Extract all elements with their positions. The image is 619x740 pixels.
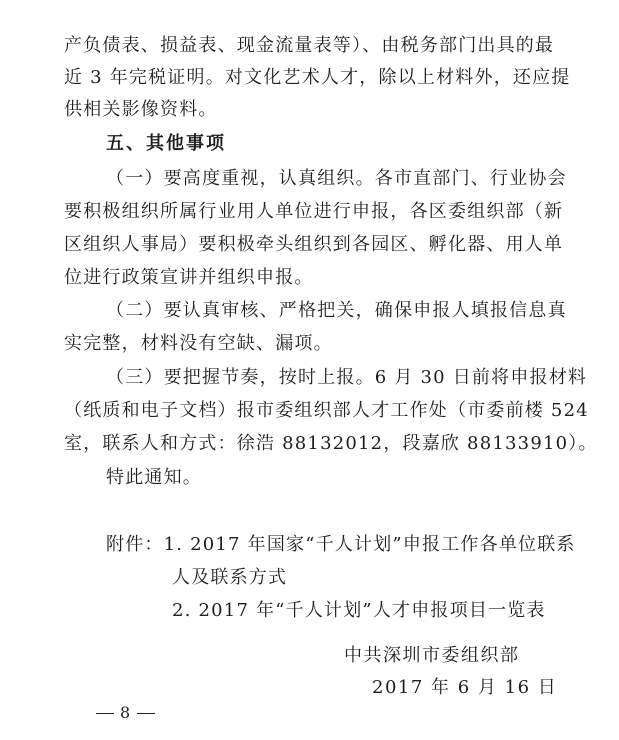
body-line: 室，联系人和方式：徐浩 88132012，段嘉欣 88133910）。 [64, 433, 598, 454]
dash-decoration [96, 713, 114, 714]
body-line: 产负债表、损益表、现金流量表等）、由税务部门出具的最 [64, 35, 555, 56]
body-line: （一）要高度重视，认真组织。各市直部门、行业协会 [106, 168, 567, 189]
dash-decoration [137, 713, 155, 714]
attachment-item-1-cont: 人及联系方式 [172, 567, 288, 588]
body-line: （纸质和电子文档）报市委组织部人才工作处（市委前楼 524 [64, 400, 589, 421]
page-number-value: 8 [120, 703, 132, 722]
attachment-item-1: 附件：1. 2017 年国家“千人计划”申报工作各单位联系 [106, 534, 576, 555]
body-line: 要积极组织所属行业用人单位进行申报，各区委组织部（新 [64, 201, 564, 222]
body-line: （三）要把握节奏，按时上报。6 月 30 日前将申报材料 [106, 367, 588, 388]
body-line: 供相关影像资料。 [64, 99, 218, 120]
issuing-organization: 中共深圳市委组织部 [344, 645, 520, 666]
body-line: 区组织人事局）要积极牵头组织到各园区、孵化器、用人单 [64, 234, 564, 255]
body-line: 位进行政策宣讲并组织申报。 [64, 267, 314, 288]
section-heading: 五、其他事项 [106, 133, 226, 154]
issue-date: 2017 年 6 月 16 日 [372, 677, 558, 698]
closing-line: 特此通知。 [106, 467, 202, 488]
body-line: 近 3 年完税证明。对文化艺术人才，除以上材料外，还应提 [64, 67, 571, 88]
page-number [90, 702, 161, 724]
attachment-item-2: 2. 2017 年“千人计划”人才申报项目一览表 [172, 600, 546, 621]
body-line: 实完整，材料没有空缺、漏项。 [64, 333, 333, 354]
body-line: （二）要认真审核、严格把关，确保申报人填报信息真 [106, 300, 567, 321]
